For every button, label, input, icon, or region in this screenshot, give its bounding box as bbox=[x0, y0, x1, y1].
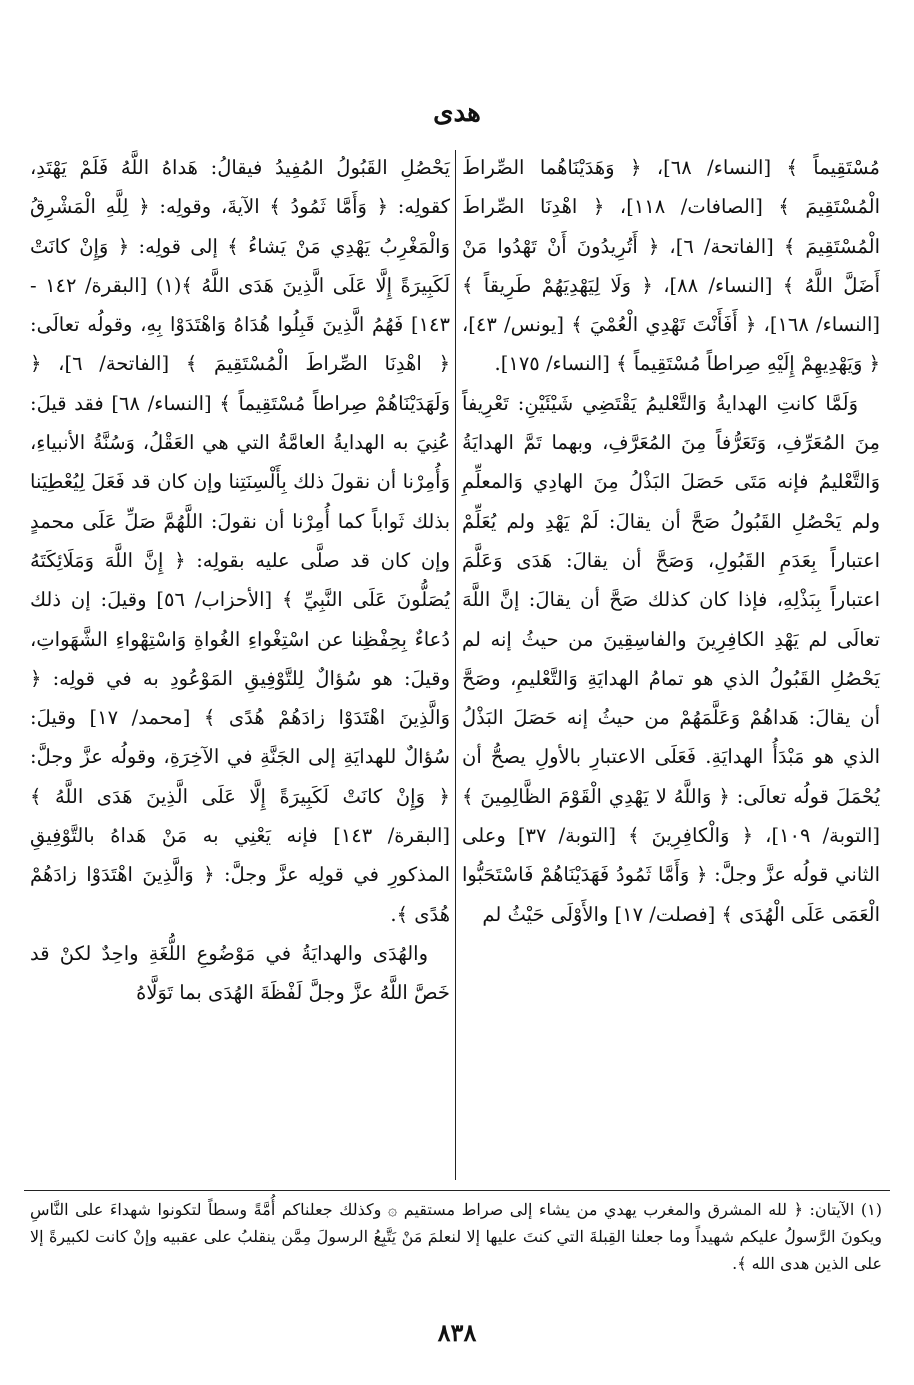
page-number: ٨٣٨ bbox=[437, 1318, 477, 1347]
footnote bbox=[30, 1196, 882, 1277]
paragraph: يَحْصُلِ القَبُولُ المُفِيدُ فيقالُ: هَداهُ اللَّهُ فَلَمْ يَهْتَدِ، كقولِه: ﴿ وَأَمَّا ثَمُودُ ﴾ الآيةَ، وقولِه: ﴿ لِلَّهِ الْمَشْرِقُ وَالْمَغْرِبُ يَهْدِي مَنْ يَشاءُ ﴾ إلى قولِه: ﴿ وَإِنْ كانَتْ لَكَبِيرَةً إِلَّا عَلَى الَّذِينَ هَدَى اللَّهُ ﴾(١) [البقرة/ ١٤٢ - ١٤٣] فَهُمُ الَّذِينَ قَبِلُوا هُدَاهُ وَاهْتَدَوْا بِهِ، وقولُه تعالَى: ﴿ اهْدِنَا الصِّراطَ الْمُسْتَقِيمَ ﴾ [الفاتحة/ ٦]، ﴿ وَلَهَدَيْنَاهُمْ صِراطاً مُسْتَقِيماً ﴾ [النساء/ ٦٨] فقد قيلَ: عُنِيَ به الهدايةُ العامَّةُ التي هي العَقْلُ، وَسُنَّةُ الأنبياءِ، وَأُمِرْنا أن نقولَ ذلك بِأَلْسِنَتِنا وإن كان قد فَعَلَ لِيُعْطِيَنا بذلك ثَواباً كما أُمِرْنا أن نقولَ: اللَّهُمَّ صَلِّ عَلَى محمدٍ وإن كان قد صلَّى عليه بقولِه: ﴿ إِنَّ اللَّهَ وَمَلَائِكَتَهُ يُصَلُّونَ عَلَى النَّبِيِّ ﴾ [الأحزاب/ ٥٦] وقيلَ: إن ذلك دُعاءٌ بِحِفْظِنا عن اسْتِغْواءِ الغُواةِ وَاسْتِهْواءِ الشَّهَواتِ، وقيلَ: هو سُؤالٌ لِلتَّوْفِيقِ المَوْعُودِ به في قولِه: ﴿ وَالَّذِينَ اهْتَدَوْا زادَهُمْ هُدًى ﴾ [محمد/ ١٧] وقيلَ: سُؤالٌ للهدايَةِ إلى الجَنَّةِ في الآخِرَةِ، وقولُه عزَّ وجلَّ: ﴿ وَإِنْ كانَتْ لَكَبِيرَةً إِلَّا عَلَى الَّذِينَ هَدَى اللَّهُ ﴾ [البقرة/ ١٤٣] فإنه يَعْنِي به مَنْ هَداهُ بالتَّوْفِيقِ المذكورِ في قولِه عزَّ وجلَّ: ﴿ وَالَّذِينَ اهْتَدَوْا زادَهُمْ هُدًى ﴾. bbox=[30, 156, 451, 926]
right-column bbox=[462, 148, 880, 1188]
paragraph: والهُدَى والهدايَةُ في مَوْضُوعِ اللُّغَةِ واحِدٌ لكنْ قد خَصَّ اللَّهُ عزَّ وجلَّ لَفْظَةَ الهُدَى بما تَوَلَّاهُ bbox=[30, 941, 450, 1005]
footnote-text: (١) الآيتان: ﴿ لله المشرق والمغرب يهدي من يشاء إلى صراط مستقيم ۞ وكذلك جعلناكم أُمَّةً وسطاً لتكونوا شهداءَ على النَّاسِ ويكونَ الرَّسولُ عليكم شهيداً وما جعلنا القِبلةَ التي كنتَ عليها إلا لنعلمَ مَنْ يَتَّبِعُ الرسولَ مِمَّن ينقلبُ على عقبيه وإنْ كانت لكبيرةً إلا على الذين هدى الله ﴾. bbox=[30, 1200, 882, 1273]
column-divider bbox=[455, 150, 456, 1180]
paragraph: مُسْتَقِيماً ﴾ [النساء/ ٦٨]، ﴿ وَهَدَيْنَاهُما الصِّراطَ الْمُسْتَقِيمَ ﴾ [الصافات/ ١١٨]، ﴿ اهْدِنَا الصِّراطَ الْمُسْتَقِيمَ ﴾ [الفاتحة/ ٦]، ﴿ أَتُرِيدُونَ أَنْ تَهْدُوا مَنْ أَضَلَّ اللَّهُ ﴾ [النساء/ ٨٨]، ﴿ وَلَا لِيَهْدِيَهُمْ طَرِيقاً ﴾ [النساء/ ١٦٨]، ﴿ أَفَأَنْتَ تَهْدِي الْعُمْيَ ﴾ [يونس/ ٤٣]، ﴿ وَيَهْدِيهِمْ إِلَيْهِ صِراطاً مُسْتَقِيماً ﴾ [النساء/ ١٧٥]. bbox=[462, 156, 880, 376]
entry-header: هدى bbox=[433, 98, 481, 128]
left-column bbox=[30, 148, 450, 1188]
footnote-rule bbox=[24, 1190, 890, 1191]
paragraph: وَلَمَّا كانتِ الهدايةُ وَالتَّعْليمُ يَقْتَضِي شَيْئَيْنِ: تَعْرِيفاً مِنَ المُعَرِّفِ، وَتَعَرُّفاً مِنَ المُعَرَّفِ، وبهما تَمَّ الهدايَةُ وَالتَّعْليمُ فإنه مَتَى حَصَلَ البَذْلُ مِنَ الهادِي وَالمعلِّمِ ولم يَحْصُلِ القَبُولُ صَحَّ أن يقالَ: لَمْ يَهْدِ ولم يُعَلِّمْ اعتباراً بِعَدَمِ القَبُولِ، وَصَحَّ أن يقالَ: هَدَى وَعَلَّمَ اعتباراً بِبَذْلِهِ، فإذا كان كذلك صَحَّ أن يقالَ: إنَّ اللَّهَ تعالَى لم يَهْدِ الكافِرِينَ والفاسِقِينَ من حيثُ إنه لم يَحْصُلِ القَبُولُ الذي هو تمامُ الهدايَةِ وَالتَّعْليمِ، وصَحَّ أن يقالَ: هَداهُمْ وَعَلَّمَهُمْ من حيثُ إنه حَصَلَ البَذْلُ الذي هو مَبْدَأُ الهدايَةِ. فَعَلَى الاعتبارِ بالأولِ يصحُّ أن يُحْمَلَ قولُه تعالَى: ﴿ وَاللَّهُ لا يَهْدِي الْقَوْمَ الظَّالِمِينَ ﴾ [التوبة/ ١٠٩]، ﴿ وَالْكافِرِينَ ﴾ [التوبة/ ٣٧] وعلى الثاني قولُه عزَّ وجلَّ: ﴿ وَأَمَّا ثَمُودُ فَهَدَيْنَاهُمْ فَاسْتَحَبُّوا الْعَمَى عَلَى الْهُدَى ﴾ [فصلت/ ١٧] والأَوْلَى حَيْثُ لم bbox=[462, 391, 880, 926]
